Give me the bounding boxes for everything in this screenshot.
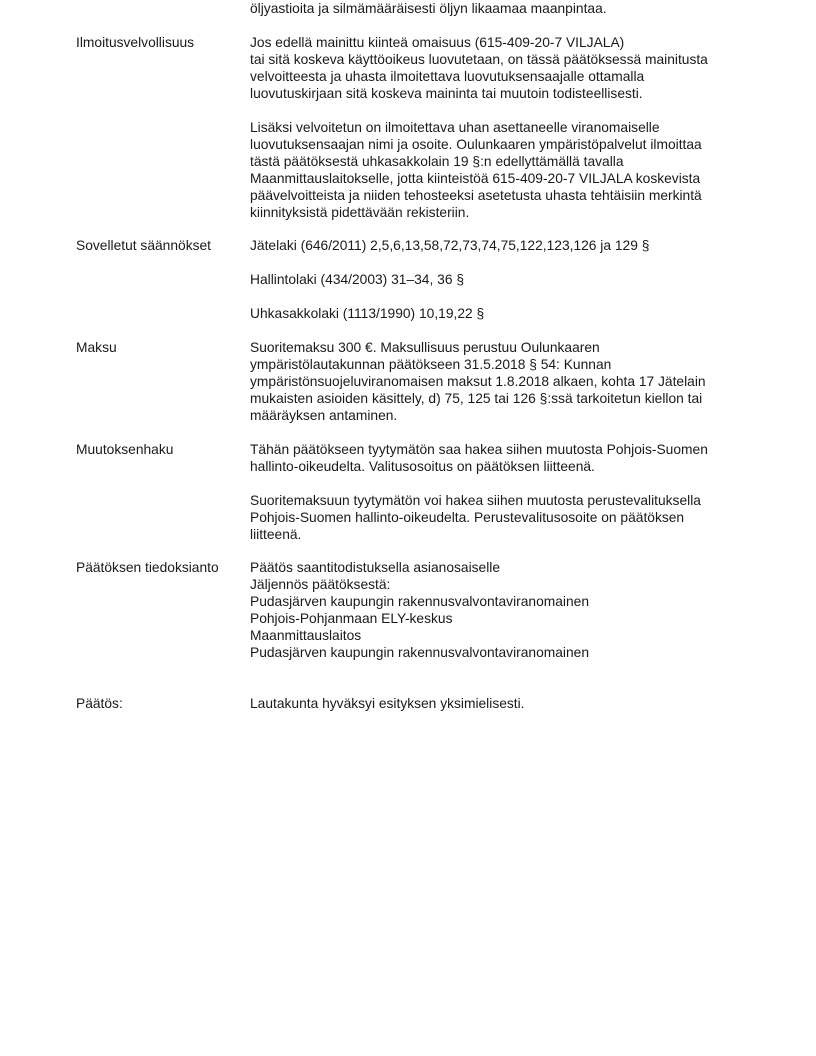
section-label: Ilmoitusvelvollisuus [76,35,195,50]
section-label: Muutoksenhaku [76,442,174,457]
section-label: Sovelletut säännökset [76,238,211,253]
section-content [250,559,750,661]
paragraph: Hallintolaki (434/2003) 31–34, 36 § [250,272,465,287]
section-content [250,237,750,322]
paragraph: Suoritemaksuun tyytymätön voi hakea siihen muutosta perustevalituksella Pohjois-Suomen hallinto-oikeudelta. Perustevalitusosoite on päätöksen liitteenä. [250,493,701,542]
section-content [250,34,750,221]
section-label: Maksu [76,340,117,355]
paragraph: Lisäksi velvoitetun on ilmoitettava uhan asettaneelle viranomaiselle luovutuksensaajan nimi ja osoite. Oulunkaaren ympäristöpalvelut ilmoittaa tästä päätöksestä uhkasakkolain 19 §:n edellyttämällä tavalla Maanmittauslaitokselle, jotta kiinteistöä 615-409-20-7 VILJALA koskevista päävelvoitteista ja niiden tehosteeksi asetetusta uhasta tehtäisiin merkintä kiinnityksistä pidettävään rekisteriin. [250,120,702,220]
paragraph: Päätös saantitodistuksella asianosaiselle Jäljennös päätöksestä: Pudasjärven kaupungin rakennusvalvontaviranomainen Pohjois-Pohjanmaan ELY-keskus Maanmittauslaitos Pudasjärven kaupungin rakennusvalvontaviranomainen [250,560,590,660]
paragraph: Suoritemaksu 300 €. Maksullisuus perustuu Oulunkaaren ympäristölautakunnan päätökseen 31.5.2018 § 54: Kunnan ympäristönsuojeluviranomaisen maksut 1.8.2018 alkaen, kohta 17 Jätelain mukaisten asioiden käsittely, d) 75, 125 tai 126 §:ssä tarkoitetun kiellon tai määräyksen antaminen. [250,340,706,423]
section-label: Päätös: [76,696,123,711]
continuation-text: öljyastioita ja silmämääräisesti öljyn likaamaa maanpintaa. [250,1,607,16]
paragraph: Lautakunta hyväksyi esityksen yksimielisesti. [250,696,525,711]
paragraph: Jos edellä mainittu kiinteä omaisuus (615-409-20-7 VILJALA) tai sitä koskeva käyttöoikeus luovutetaan, on tässä päätöksessä mainitusta velvoitteesta ja uhasta ilmoitettava luovutuksensaajalle ottamalla luovutuskirjaan sitä koskeva maininta tai muutoin todisteellisesti. [250,35,708,101]
section-content [250,695,750,712]
paragraph: Uhkasakkolaki (1113/1990) 10,19,22 § [250,306,485,321]
paragraph: Jätelaki (646/2011) 2,5,6,13,58,72,73,74,75,122,123,126 ja 129 § [250,238,650,253]
continuation-text-block [250,0,750,17]
section-content [250,339,750,424]
section-content [250,441,750,543]
paragraph: Tähän päätökseen tyytymätön saa hakea siihen muutosta Pohjois-Suomen hallinto-oikeudelta. Valitusosoitus on päätöksen liitteenä. [250,442,708,474]
section-label: Päätöksen tiedoksianto [76,560,219,575]
